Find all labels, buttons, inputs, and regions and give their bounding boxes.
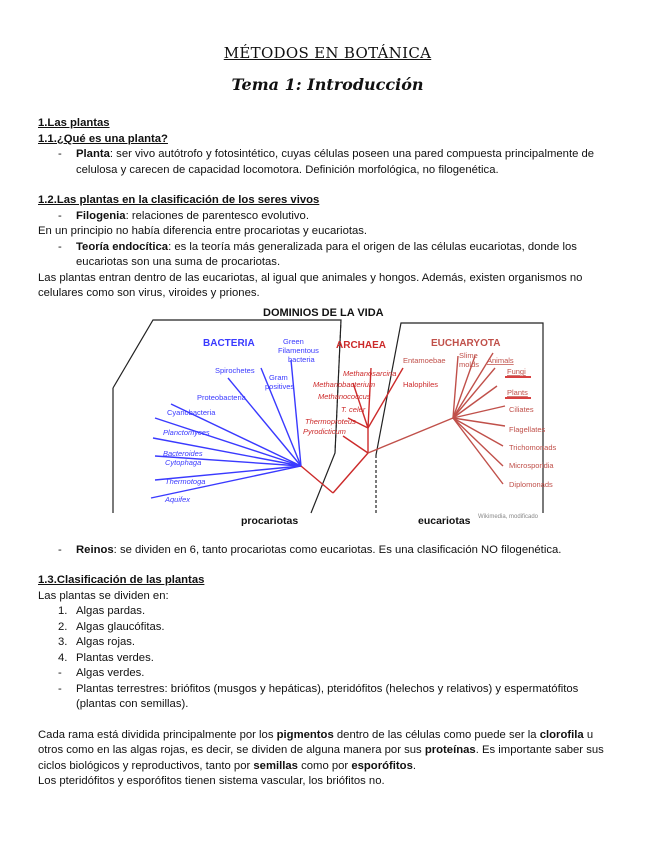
- text-run: . Es importante saber sus ciclos biológicos y reproductivos, tanto por: [38, 744, 604, 772]
- label-eucariotas: eucariotas: [418, 514, 471, 527]
- bullet-marker: -: [58, 543, 62, 556]
- bullet-endocitica: [38, 240, 618, 271]
- figure-title: DOMINIOS DE LA VIDA: [263, 306, 384, 319]
- heading-1-2: 1.2.Las plantas en la clasificación de los seres vivos: [38, 194, 320, 206]
- list-marker: 1.: [58, 605, 68, 617]
- list-text: Algas pardas.: [76, 605, 146, 617]
- text-run: .: [412, 759, 416, 772]
- numbered-list: [38, 604, 618, 713]
- taxon-label: Planctomyces: [163, 427, 210, 437]
- list-item: [38, 682, 618, 713]
- heading-1-3: 1.3.Clasificación de las plantas: [38, 574, 205, 586]
- taxon-label: Filamentous: [278, 345, 319, 355]
- taxon-label: Spirochetes: [215, 365, 255, 375]
- list-item: [38, 651, 618, 667]
- eukarya-labels: [403, 351, 556, 489]
- heading-1: 1.Las plantas: [38, 117, 110, 129]
- list-marker: 3.: [58, 636, 68, 648]
- label-bacteria: BACTERIA: [203, 337, 255, 349]
- taxon-label: T. celer: [341, 404, 366, 414]
- term-reinos: Reinos: [76, 543, 114, 556]
- taxon-label: Green: [283, 336, 304, 346]
- text-run: como por: [297, 759, 352, 772]
- taxon-label: Proteobacteria: [197, 392, 246, 402]
- list-item: [38, 666, 618, 682]
- taxon-label: Halophiles: [403, 379, 439, 389]
- taxon-label: Bacteroides: [163, 448, 203, 458]
- paragraph-eucariotas: Las plantas entran dentro de las eucariotas, al igual que animales y hongos. Además, existen organismos no celulares como son virus, viroides y priones.: [38, 271, 583, 299]
- taxon-label: Thermotoga: [165, 476, 206, 486]
- paragraph-final: Los pteridófitos y esporófitos tienen sistema vascular, los briófitos no.: [38, 775, 385, 787]
- archaea-labels: [303, 369, 438, 436]
- text-run: u otros como en las algas rojas, es decir, se dividen de alguna manera por sus: [38, 728, 594, 756]
- taxon-label: Plants: [507, 387, 528, 397]
- text-run: Cada rama está dividida principalmente por los: [38, 728, 277, 741]
- taxon-label: Microsporidia: [509, 460, 554, 470]
- list-item: [38, 620, 618, 636]
- def-filogenia: : relaciones de parentesco evolutivo.: [125, 209, 309, 222]
- bold-clorofila: clorofila: [539, 728, 584, 741]
- def-reinos: : se dividen en 6, tanto procariotas como eucariotas. Es una clasificación NO filogenética.: [113, 543, 562, 556]
- list-marker: 4.: [58, 651, 68, 664]
- document-subtitle: Tema 1: Introducción: [231, 75, 424, 94]
- list-text: Algas verdes.: [76, 667, 145, 679]
- taxon-label: Cytophaga: [165, 457, 202, 467]
- list-text: Plantas verdes.: [76, 651, 154, 664]
- taxon-label: Entamoebae: [403, 355, 446, 365]
- paragraph-principio: En un principio no había diferencia entre procariotas y eucariotas.: [38, 225, 368, 237]
- bold-semillas: semillas: [253, 759, 298, 772]
- heading-1-1: 1.1.¿Qué es una planta?: [38, 132, 168, 145]
- list-marker: -: [58, 682, 62, 695]
- text-run: dentro de las células como puede ser la: [333, 728, 540, 741]
- taxon-label: Pyrodicticum: [303, 426, 346, 436]
- taxon-label: Gram: [269, 372, 288, 382]
- bullet-filogenia: [38, 209, 618, 225]
- list-marker: -: [58, 667, 62, 679]
- taxon-label: Ciliates: [509, 404, 534, 414]
- list-item: [38, 635, 618, 651]
- bullet-planta: [38, 147, 618, 178]
- taxon-label: Trichomonads: [509, 442, 557, 452]
- taxon-label: Thermoproteus: [305, 416, 356, 426]
- paragraph-dividen: Las plantas se dividen en:: [38, 589, 169, 602]
- root-branch: [301, 453, 368, 493]
- paragraph-rama: [38, 728, 618, 775]
- list-text: Plantas terrestres: briófitos (musgos y hepáticas), pteridófitos (helechos y relativos) y espermatófitos (plantas con semillas).: [76, 682, 579, 710]
- bullet-marker: -: [58, 209, 62, 222]
- label-archaea: ARCHAEA: [336, 339, 386, 351]
- taxon-label: Cyanobacteria: [167, 407, 216, 417]
- label-procariotas: procariotas: [241, 514, 299, 527]
- def-endocitica: : es la teoría más generalizada para el origen de las células eucariotas, donde los eucariotas son una suma de procariotas.: [76, 240, 577, 268]
- list-text: Algas rojas.: [76, 636, 136, 648]
- taxon-label: molds: [459, 359, 480, 369]
- term-endocitica: Teoría endocítica: [76, 240, 169, 253]
- taxon-label: bacteria: [288, 354, 315, 364]
- bullet-reinos: [38, 543, 618, 559]
- taxon-label: Flagellates: [509, 424, 546, 434]
- bold-pigmentos: pigmentos: [276, 728, 334, 741]
- figure-credit: Wikimedia, modificado: [478, 513, 539, 520]
- term-planta: Planta: [76, 148, 110, 160]
- domains-of-life-figure: [113, 306, 557, 533]
- taxon-label: Methanococcus: [318, 391, 371, 401]
- list-text: Algas glaucófitas.: [76, 620, 165, 633]
- taxon-label: Aquifex: [165, 494, 191, 504]
- taxon-label: Diplomonads: [509, 479, 553, 489]
- bullet-marker: -: [58, 148, 62, 160]
- document-title: MÉTODOS EN BOTÁNICA: [223, 44, 432, 62]
- bold-esporofitos: esporófitos: [351, 759, 413, 772]
- taxon-label: Methanobacterium: [313, 379, 376, 389]
- term-filogenia: Filogenia: [76, 209, 126, 222]
- list-marker: 2.: [58, 620, 68, 633]
- label-eucharyota: EUCHARYOTA: [431, 337, 501, 349]
- list-item: [38, 604, 618, 620]
- taxon-label: Fungi: [507, 366, 526, 376]
- taxon-label: Slime: [459, 350, 478, 360]
- taxon-label: Animals: [487, 355, 514, 365]
- def-planta: : ser vivo autótrofo y fotosintético, cuyas células poseen una pared compuesta principalmente de celulosa y carecen de capacidad locomotora. Definición morfológica, no filogenética.: [76, 148, 595, 176]
- bullet-marker: -: [58, 240, 62, 253]
- document-body: [38, 116, 618, 790]
- taxon-label: positives: [265, 381, 295, 391]
- bold-proteinas: proteínas: [424, 744, 476, 756]
- taxon-label: Methanosarcina: [343, 368, 397, 378]
